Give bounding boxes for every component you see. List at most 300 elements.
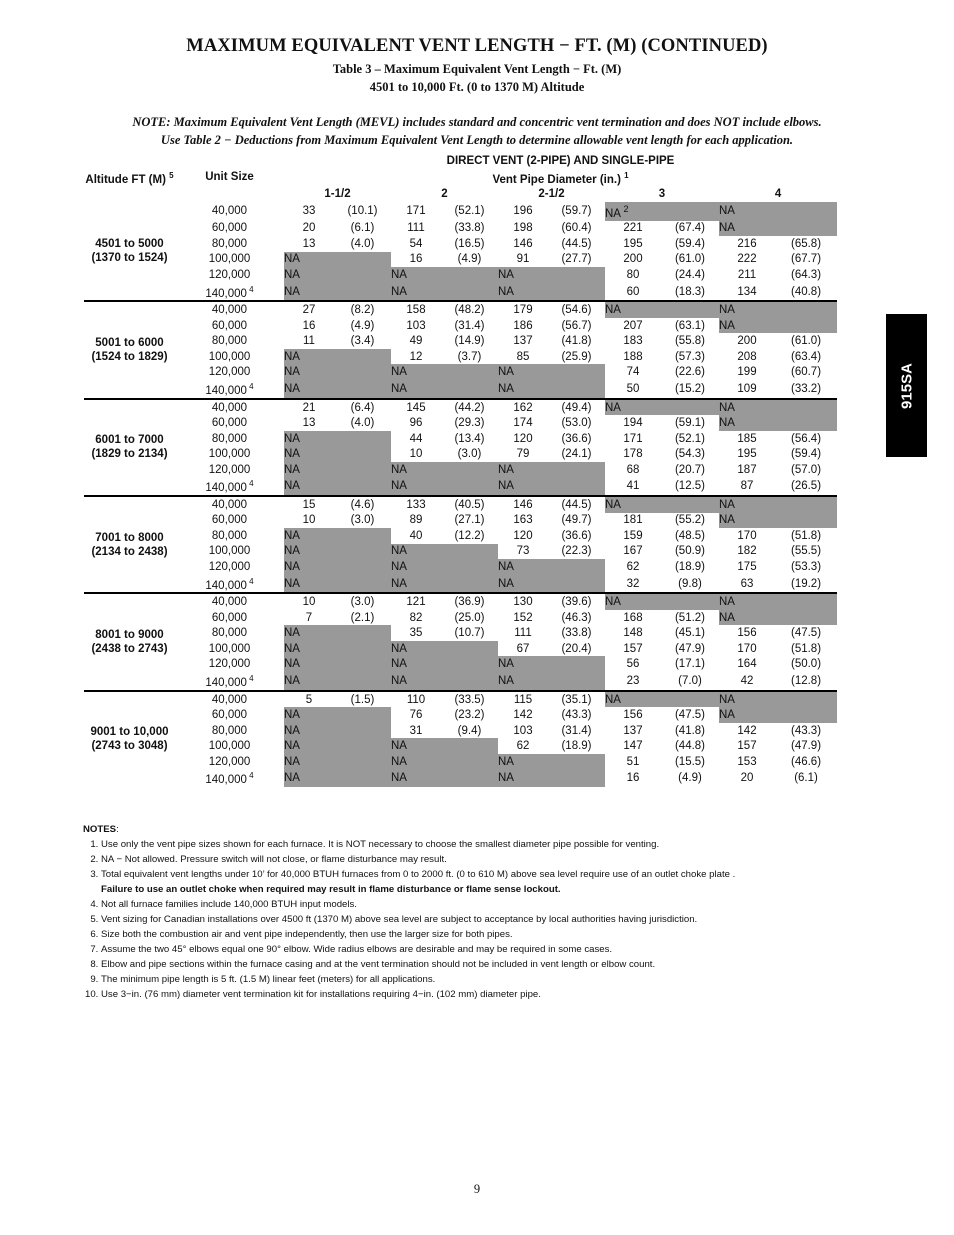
na-cell: NA: [391, 283, 498, 302]
unit-size-cell: 120,000: [208, 366, 251, 379]
value-m-cell: (45.1): [674, 627, 706, 640]
value-ft-cell: 63: [740, 577, 754, 590]
value-ft-cell: 60: [626, 285, 640, 298]
value-m-cell: (4.9): [678, 772, 702, 785]
unit-size-cell: 40,000: [175, 593, 284, 610]
unit-size-cell: 40,000: [211, 205, 248, 218]
value-m-cell: (48.2): [441, 301, 498, 318]
value-m-cell: (22.6): [674, 366, 706, 379]
diameter-header: 1-1/2: [324, 188, 351, 201]
value-m-cell: (51.8): [790, 642, 822, 655]
table-row: [84, 593, 837, 610]
unit-size-cell: 60,000: [211, 417, 248, 430]
value-m-cell: (67.7): [790, 253, 822, 266]
value-m-cell: (17.1): [674, 658, 706, 671]
na-cell: NA: [498, 462, 605, 478]
value-m-cell: (63.1): [674, 319, 706, 332]
unit-size-cell: 120,000: [208, 658, 251, 671]
value-ft-cell: 171: [623, 432, 643, 445]
value-ft-cell: 178: [623, 448, 643, 461]
na-cell: NA: [284, 738, 391, 754]
na-cell: NA: [284, 575, 391, 594]
na-cell: NA: [605, 301, 719, 318]
value-ft-cell: 195: [623, 237, 643, 250]
note-item: 1. Use only the vent pipe sizes shown for each furnace. It is NOT necessary to choose the smallest diameter pipe possible for venting.: [101, 837, 903, 852]
value-ft-cell: 50: [626, 382, 640, 395]
table-caption: Table 3 – Maximum Equivalent Vent Length − Ft. (M): [332, 62, 622, 76]
value-m-cell: (44.2): [441, 399, 498, 416]
note-warning: Failure to use an outlet choke when required may result in flame disturbance or flame sense lockout.: [101, 884, 561, 895]
diameter-header: 4: [774, 188, 782, 201]
unit-size-cell: 100,000: [208, 545, 251, 558]
note-item: 4. Not all furnace families include 140,000 BTUH input models.: [101, 897, 903, 912]
table-row: [84, 399, 837, 416]
na-cell: NA: [391, 364, 498, 380]
value-ft-cell: 199: [737, 366, 757, 379]
na-cell: NA: [284, 380, 391, 399]
unit-size-cell: 40,000: [175, 301, 284, 318]
na-cell: NA: [284, 625, 391, 641]
value-ft-cell: 42: [740, 674, 754, 687]
value-m-cell: (44.8): [674, 740, 706, 753]
value-ft-cell: 103: [406, 319, 426, 332]
unit-size-cell: 100,000: [208, 740, 251, 753]
na-cell: NA: [391, 769, 498, 787]
na-cell: NA: [391, 380, 498, 399]
na-cell: NA: [284, 641, 391, 657]
pipe-diameter-header: Vent Pipe Diameter (in.) $^1$: [492, 170, 629, 186]
value-ft-cell: 74: [626, 366, 640, 379]
unit-size-cell: 40,000: [175, 399, 284, 416]
value-m-cell: (4.9): [457, 253, 482, 266]
unit-size-cell: 60,000: [211, 222, 248, 235]
value-m-cell: (59.7): [561, 205, 592, 218]
value-ft-cell: 85: [516, 350, 530, 363]
value-ft-cell: 137: [623, 724, 643, 737]
unit-size-cell: 140,000 $^4$: [205, 576, 254, 592]
unit-size-cell: 80,000: [211, 237, 248, 250]
table-header: [84, 153, 837, 202]
value-m-cell: (3.0): [457, 448, 482, 461]
value-ft-cell: 87: [740, 480, 754, 493]
value-m-cell: (27.1): [454, 514, 485, 527]
value-m-cell: (12.8): [790, 674, 822, 687]
unit-size-cell: 60,000: [211, 319, 248, 332]
value-ft-cell: 21: [284, 399, 334, 416]
table-row: [84, 528, 837, 544]
note-item: 8. Elbow and pipe sections within the furnace casing and at the vent termination should not be included in vent length or elbow count.: [101, 957, 903, 972]
value-ft-cell: 110: [391, 691, 441, 708]
value-ft-cell: 174: [513, 417, 533, 430]
value-ft-cell: 163: [513, 514, 533, 527]
page-title: MAXIMUM EQUIVALENT VENT LENGTH − FT. (M) (CONTINUED): [186, 36, 768, 56]
diameter-header: 2-1/2: [538, 188, 565, 201]
unit-size-cell: 140,000 $^4$: [205, 673, 254, 689]
value-m-cell: (53.0): [561, 417, 592, 430]
table-row: [84, 610, 837, 626]
value-ft-cell: 91: [516, 253, 530, 266]
value-ft-cell: 182: [737, 545, 757, 558]
table-row: [84, 559, 837, 575]
value-ft-cell: 181: [623, 514, 643, 527]
na-cell: NA: [284, 707, 391, 723]
na-cell: NA: [719, 221, 837, 237]
unit-size-cell: 120,000: [208, 268, 251, 281]
vent-length-table: [84, 153, 837, 787]
unit-size-cell: 40,000: [175, 691, 284, 708]
value-m-cell: (56.7): [561, 319, 592, 332]
na-cell: NA: [498, 672, 605, 691]
direct-vent-header: DIRECT VENT (2-PIPE) AND SINGLE-PIPE: [446, 154, 675, 167]
value-m-cell: (59.1): [674, 417, 706, 430]
unit-size-cell: 100,000: [208, 253, 251, 266]
na-cell: NA: [284, 672, 391, 691]
value-ft-cell: 146: [498, 496, 548, 513]
table-row: [84, 769, 837, 787]
table-row: [84, 496, 837, 513]
value-m-cell: (2.1): [350, 611, 375, 624]
unit-size-cell: 80,000: [211, 724, 248, 737]
value-m-cell: (43.3): [790, 724, 822, 737]
na-cell: NA: [284, 283, 391, 302]
na-cell: NA: [719, 399, 837, 416]
value-ft-cell: 96: [409, 417, 423, 430]
na-cell: NA: [498, 364, 605, 380]
na-cell: NA: [284, 349, 391, 365]
value-m-cell: (8.2): [334, 301, 391, 318]
value-ft-cell: 32: [626, 577, 640, 590]
note-item: 10. Use 3−in. (76 mm) diameter vent termination kit for installations requiring 4−in. (102 mm) diameter pipe.: [101, 987, 903, 1002]
na-cell: NA: [284, 723, 391, 739]
value-m-cell: (33.8): [454, 222, 485, 235]
table-row: [84, 364, 837, 380]
value-m-cell: (4.0): [350, 237, 375, 250]
table-row: [84, 575, 837, 594]
table-row: [84, 446, 837, 462]
value-m-cell: (6.4): [334, 399, 391, 416]
value-m-cell: (44.5): [561, 237, 592, 250]
value-m-cell: (6.1): [794, 772, 818, 785]
table-row: [84, 754, 837, 770]
na-cell: NA: [498, 267, 605, 283]
value-m-cell: (67.4): [674, 222, 706, 235]
unit-size-cell: 140,000 $^4$: [205, 381, 254, 397]
unit-size-cell: 140,000 $^4$: [205, 479, 254, 495]
value-ft-cell: 10: [409, 448, 423, 461]
value-m-cell: (50.0): [790, 658, 822, 671]
value-m-cell: (55.2): [674, 514, 706, 527]
table-row: [84, 252, 837, 268]
value-m-cell: (63.4): [790, 350, 822, 363]
note-item: 7. Assume the two 45° elbows equal one 90° elbow. Wide radius elbows are desirable and may be required in some cases.: [101, 942, 903, 957]
value-m-cell: (4.0): [350, 417, 375, 430]
na-cell: NA: [284, 462, 391, 478]
value-m-cell: (26.5): [790, 480, 822, 493]
value-ft-cell: 198: [513, 222, 533, 235]
value-ft-cell: 13: [302, 417, 316, 430]
value-m-cell: (57.3): [674, 350, 706, 363]
value-ft-cell: 183: [623, 335, 643, 348]
value-m-cell: (35.1): [548, 691, 605, 708]
value-ft-cell: 211: [737, 268, 757, 281]
value-ft-cell: 44: [409, 432, 423, 445]
value-m-cell: (57.0): [790, 463, 822, 476]
na-cell: NA $^2$: [605, 202, 719, 221]
unit-size-header: Unit Size: [205, 171, 254, 184]
value-m-cell: (36.6): [561, 432, 592, 445]
unit-size-cell: 80,000: [211, 335, 248, 348]
na-cell: NA: [719, 593, 837, 610]
value-ft-cell: 142: [513, 709, 533, 722]
na-cell: NA: [498, 754, 605, 770]
unit-size-cell: 100,000: [208, 350, 251, 363]
value-ft-cell: 10: [284, 593, 334, 610]
notes-section: NOTES: 1. Use only the vent pipe sizes shown for each furnace. It is NOT necessary to choose the smallest diameter pipe possible for venting. 2. NA − Not allowed. Pressure switch will not close, or flame disturbance may result. 3. Total equivalent vent lengths under 10’ for 40,000 BTUH furnaces from 0 to 2000 ft. (0 to 610 M) above sea level require use of an outlet choke plate . Failure to use an outlet choke when required may result in flame disturbance or flame sense lockout. 4. Not all furnace families include 140,000 BTUH input models. 5. Vent sizing for Canadian installations over 4500 ft (1370 M) above sea level are subject to acceptance by local authorities having jurisdiction. 6. Size both the combustion air and vent pipe independently, then use the larger size for both pipes. 7. Assume the two 45° elbows equal one 90° elbow. Wide radius elbows are desirable and may be required in some cases. 8. Elbow and pipe sections within the furnace casing and at the vent termination should not be included in vent length or elbow count. 9. The minimum pipe length is 5 ft. (1.5 M) linear feet (meters) for all applications. 10. Use 3−in. (76 mm) diameter vent termination kit for installations requiring 4−in. (102 mm) diameter pipe.: [83, 822, 903, 1002]
table-row: [84, 723, 837, 739]
unit-size-cell: 60,000: [211, 709, 248, 722]
side-tab: 915SA: [886, 314, 927, 457]
na-cell: NA: [391, 641, 498, 657]
value-m-cell: (41.8): [674, 724, 706, 737]
value-ft-cell: 200: [737, 335, 757, 348]
value-ft-cell: 79: [516, 448, 530, 461]
na-cell: NA: [284, 364, 391, 380]
value-ft-cell: 35: [409, 627, 423, 640]
value-ft-cell: 15: [284, 496, 334, 513]
table-row: [84, 283, 837, 302]
value-m-cell: (47.5): [790, 627, 822, 640]
value-ft-cell: 109: [737, 382, 757, 395]
value-m-cell: (49.4): [548, 399, 605, 416]
value-m-cell: (25.0): [454, 611, 485, 624]
value-ft-cell: 157: [737, 740, 757, 753]
value-ft-cell: 33: [302, 205, 316, 218]
table-row: [84, 656, 837, 672]
value-ft-cell: 156: [623, 709, 643, 722]
value-m-cell: (20.7): [674, 463, 706, 476]
table-row: [84, 301, 837, 318]
unit-size-cell: 120,000: [208, 755, 251, 768]
table-row: [84, 544, 837, 560]
unit-size-cell: 140,000 $^4$: [205, 284, 254, 300]
unit-size-cell: 120,000: [208, 560, 251, 573]
unit-size-cell: 120,000: [208, 463, 251, 476]
na-cell: NA: [391, 672, 498, 691]
value-ft-cell: 62: [626, 560, 640, 573]
value-m-cell: (46.3): [561, 611, 592, 624]
note-item: 6. Size both the combustion air and vent pipe independently, then use the larger size for both pipes.: [101, 927, 903, 942]
value-m-cell: (47.9): [790, 740, 822, 753]
value-ft-cell: 145: [391, 399, 441, 416]
na-cell: NA: [284, 656, 391, 672]
value-m-cell: (33.2): [790, 382, 822, 395]
value-m-cell: (52.1): [454, 205, 485, 218]
value-m-cell: (40.5): [441, 496, 498, 513]
value-m-cell: (44.5): [548, 496, 605, 513]
value-m-cell: (15.2): [674, 382, 706, 395]
value-m-cell: (15.5): [674, 755, 706, 768]
value-ft-cell: 20: [302, 222, 316, 235]
value-ft-cell: 157: [623, 642, 643, 655]
note-item: 2. NA − Not allowed. Pressure switch will not close, or flame disturbance may result.: [101, 852, 903, 867]
value-ft-cell: 152: [513, 611, 533, 624]
na-cell: NA: [284, 477, 391, 496]
na-cell: NA: [391, 462, 498, 478]
value-ft-cell: 222: [737, 253, 757, 266]
value-m-cell: (50.9): [674, 545, 706, 558]
value-ft-cell: 179: [498, 301, 548, 318]
value-ft-cell: 62: [516, 740, 530, 753]
value-ft-cell: 27: [284, 301, 334, 318]
value-m-cell: (3.7): [457, 350, 482, 363]
value-ft-cell: 167: [623, 545, 643, 558]
table-row: [84, 333, 837, 349]
na-cell: NA: [498, 380, 605, 399]
value-m-cell: (25.9): [561, 350, 592, 363]
table-row: [84, 267, 837, 283]
value-m-cell: (49.7): [561, 514, 592, 527]
value-ft-cell: 134: [737, 285, 757, 298]
value-m-cell: (36.9): [441, 593, 498, 610]
value-m-cell: (54.3): [674, 448, 706, 461]
value-ft-cell: 120: [513, 432, 533, 445]
value-m-cell: (65.8): [790, 237, 822, 250]
na-cell: NA: [719, 415, 837, 431]
value-m-cell: (3.0): [350, 514, 375, 527]
altitude-cell: 9001 to 10,000 (2743 to 3048): [84, 691, 175, 787]
value-m-cell: (31.4): [454, 319, 485, 332]
value-m-cell: (54.6): [548, 301, 605, 318]
value-m-cell: (47.5): [674, 709, 706, 722]
table-row: [84, 707, 837, 723]
na-cell: NA: [284, 754, 391, 770]
unit-size-cell: 60,000: [211, 611, 248, 624]
value-m-cell: (46.6): [790, 755, 822, 768]
value-m-cell: (18.3): [674, 285, 706, 298]
value-m-cell: (48.5): [674, 529, 706, 542]
na-cell: NA: [719, 496, 837, 513]
na-cell: NA: [498, 559, 605, 575]
value-ft-cell: 5: [284, 691, 334, 708]
altitude-cell: 5001 to 6000 (1524 to 1829): [84, 301, 175, 398]
value-ft-cell: 221: [623, 222, 643, 235]
na-cell: NA: [284, 252, 391, 268]
table-row: [84, 672, 837, 691]
note-item: 5. Vent sizing for Canadian installations over 4500 ft (1370 M) above sea level are subject to acceptance by local authorities having jurisdiction.: [101, 912, 903, 927]
na-cell: NA: [284, 769, 391, 787]
altitude-header: Altitude FT (M) $^5$: [85, 170, 174, 186]
value-m-cell: (33.8): [561, 627, 592, 640]
value-ft-cell: 80: [626, 268, 640, 281]
value-ft-cell: 208: [737, 350, 757, 363]
value-m-cell: (51.8): [790, 529, 822, 542]
value-ft-cell: 142: [737, 724, 757, 737]
table-row: [84, 462, 837, 478]
table-row: [84, 513, 837, 529]
value-m-cell: (14.9): [454, 335, 485, 348]
diameter-header: 3: [658, 188, 666, 201]
na-cell: NA: [719, 202, 837, 221]
unit-size-cell: 60,000: [211, 514, 248, 527]
value-m-cell: (61.0): [674, 253, 706, 266]
value-m-cell: (6.1): [350, 222, 375, 235]
value-ft-cell: 10: [302, 514, 316, 527]
altitude-cell: 7001 to 8000 (2134 to 2438): [84, 496, 175, 593]
value-m-cell: (24.4): [674, 268, 706, 281]
value-ft-cell: 137: [513, 335, 533, 348]
table-row: [84, 431, 837, 447]
unit-size-cell: 80,000: [211, 529, 248, 542]
value-m-cell: (9.4): [457, 724, 482, 737]
value-ft-cell: 207: [623, 319, 643, 332]
value-ft-cell: 16: [409, 253, 423, 266]
table-row: [84, 641, 837, 657]
value-m-cell: (4.6): [334, 496, 391, 513]
value-m-cell: (16.5): [454, 237, 485, 250]
table-altitude-range: 4501 to 10,000 Ft. (0 to 1370 M) Altitude: [369, 80, 585, 94]
value-ft-cell: 73: [516, 545, 530, 558]
value-ft-cell: 130: [498, 593, 548, 610]
unit-size-cell: 100,000: [208, 448, 251, 461]
value-m-cell: (29.3): [454, 417, 485, 430]
value-ft-cell: 51: [626, 755, 640, 768]
value-m-cell: (12.5): [674, 480, 706, 493]
value-m-cell: (18.9): [561, 740, 592, 753]
value-ft-cell: 40: [409, 529, 423, 542]
na-cell: NA: [605, 691, 719, 708]
na-cell: NA: [284, 267, 391, 283]
table-row: [84, 318, 837, 334]
diameter-header: 2: [441, 188, 448, 201]
value-ft-cell: 82: [409, 611, 423, 624]
value-m-cell: (60.7): [790, 366, 822, 379]
page-number: 9: [473, 1182, 481, 1196]
value-m-cell: (55.8): [674, 335, 706, 348]
na-cell: NA: [391, 738, 498, 754]
na-cell: NA: [719, 707, 837, 723]
value-m-cell: (33.5): [441, 691, 498, 708]
value-ft-cell: 20: [740, 772, 754, 785]
value-ft-cell: 13: [302, 237, 316, 250]
value-ft-cell: 41: [626, 480, 640, 493]
altitude-cell: 6001 to 7000 (1829 to 2134): [84, 399, 175, 496]
na-cell: NA: [391, 477, 498, 496]
value-ft-cell: 146: [513, 237, 533, 250]
unit-size-cell: 40,000: [175, 496, 284, 513]
na-cell: NA: [719, 610, 837, 626]
notes-heading: NOTES: [83, 824, 117, 835]
value-ft-cell: 115: [498, 691, 548, 708]
altitude-cell: 4501 to 5000 (1370 to 1524): [91, 238, 168, 265]
value-ft-cell: 16: [626, 772, 640, 785]
value-m-cell: (56.4): [790, 432, 822, 445]
value-m-cell: (55.5): [790, 545, 822, 558]
na-cell: NA: [391, 267, 498, 283]
unit-size-cell: 140,000 $^4$: [205, 771, 254, 787]
na-cell: NA: [605, 399, 719, 416]
value-ft-cell: 68: [626, 463, 640, 476]
table-row: [84, 738, 837, 754]
na-cell: NA: [391, 575, 498, 594]
value-ft-cell: 187: [737, 463, 757, 476]
value-m-cell: (7.0): [678, 674, 702, 687]
value-m-cell: (47.9): [674, 642, 706, 655]
value-m-cell: (20.4): [561, 642, 592, 655]
value-ft-cell: 158: [391, 301, 441, 318]
value-ft-cell: 171: [406, 205, 426, 218]
value-ft-cell: 159: [623, 529, 643, 542]
value-ft-cell: 56: [626, 658, 640, 671]
